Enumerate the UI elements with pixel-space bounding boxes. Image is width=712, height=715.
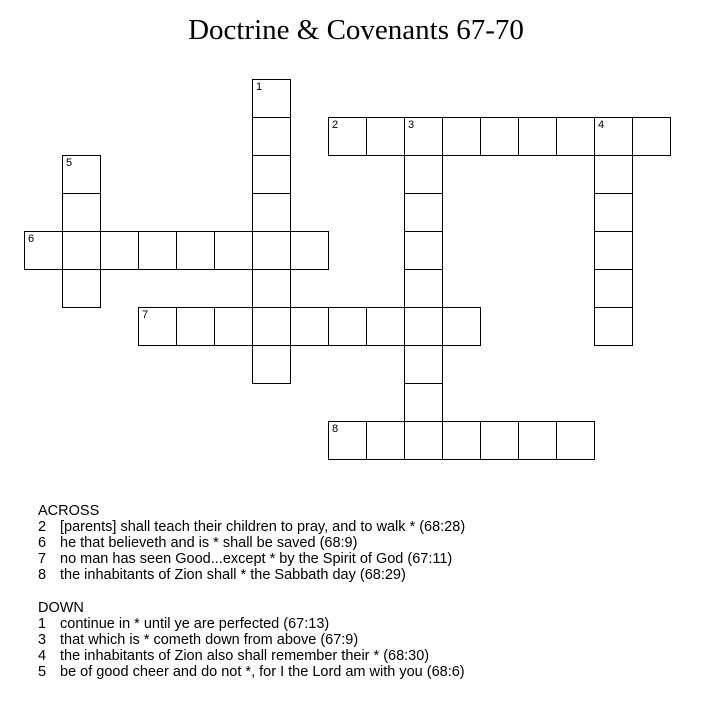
grid-cell[interactable] bbox=[404, 117, 443, 156]
down-clue-4: 4 the inhabitants of Zion also shall remember their * (68:30) bbox=[38, 648, 430, 664]
grid-cell[interactable] bbox=[442, 421, 481, 460]
grid-cell[interactable] bbox=[100, 231, 139, 270]
clue-number: 3 bbox=[408, 119, 415, 131]
grid-cell[interactable] bbox=[252, 307, 291, 346]
grid-cell[interactable] bbox=[252, 155, 291, 194]
grid-cell[interactable] bbox=[404, 421, 443, 460]
grid-cell[interactable] bbox=[404, 193, 443, 232]
down-heading: DOWN bbox=[38, 600, 84, 616]
grid-cell[interactable] bbox=[404, 345, 443, 384]
across-clue-7: 7 no man has seen Good...except * by the Spirit of God (67:11) bbox=[38, 551, 453, 567]
grid-cell[interactable] bbox=[480, 117, 519, 156]
grid-cell[interactable] bbox=[632, 117, 671, 156]
grid-cell[interactable] bbox=[252, 231, 291, 270]
grid-cell[interactable] bbox=[62, 231, 101, 270]
grid-cell[interactable] bbox=[556, 421, 595, 460]
down-clue-1: 1 continue in * until ye are perfected (67:13) bbox=[38, 616, 330, 632]
grid-cell[interactable] bbox=[594, 117, 633, 156]
clue-number: 7 bbox=[142, 309, 149, 321]
clue-number: 1 bbox=[256, 81, 263, 93]
grid-cell[interactable] bbox=[518, 421, 557, 460]
grid-cell[interactable] bbox=[442, 117, 481, 156]
page-title: Doctrine & Covenants 67-70 bbox=[188, 14, 524, 46]
grid-cell[interactable] bbox=[252, 117, 291, 156]
down-clue-5: 5 be of good cheer and do not *, for I the Lord am with you (68:6) bbox=[38, 664, 465, 680]
grid-cell[interactable] bbox=[442, 307, 481, 346]
grid-cell[interactable] bbox=[518, 117, 557, 156]
grid-cell[interactable] bbox=[138, 231, 177, 270]
grid-cell[interactable] bbox=[404, 155, 443, 194]
grid-cell[interactable] bbox=[62, 193, 101, 232]
grid-cell[interactable] bbox=[594, 307, 633, 346]
down-clues bbox=[38, 600, 465, 680]
grid-cell[interactable] bbox=[328, 421, 367, 460]
grid-cell[interactable] bbox=[176, 231, 215, 270]
grid-cell[interactable] bbox=[594, 155, 633, 194]
grid-cell[interactable] bbox=[214, 231, 253, 270]
clue-number: 5 bbox=[66, 157, 73, 169]
grid-cell[interactable] bbox=[252, 345, 291, 384]
grid-cell[interactable] bbox=[366, 421, 405, 460]
across-clue-6: 6 he that believeth and is * shall be saved (68:9) bbox=[38, 535, 358, 551]
grid-cell[interactable] bbox=[480, 421, 519, 460]
clue-number: 8 bbox=[332, 423, 339, 435]
grid-cell[interactable] bbox=[594, 231, 633, 270]
across-heading: ACROSS bbox=[38, 503, 100, 519]
grid-cell[interactable] bbox=[328, 117, 367, 156]
clue-number: 2 bbox=[332, 119, 339, 131]
grid-cell[interactable] bbox=[62, 155, 101, 194]
grid-cell[interactable] bbox=[290, 307, 329, 346]
down-clue-3: 3 that which is * cometh down from above (67:9) bbox=[38, 632, 359, 648]
grid-cell[interactable] bbox=[252, 269, 291, 308]
grid-cell[interactable] bbox=[214, 307, 253, 346]
grid-cell[interactable] bbox=[404, 307, 443, 346]
grid-cell[interactable] bbox=[594, 193, 633, 232]
across-clue-8: 8 the inhabitants of Zion shall * the Sabbath day (68:29) bbox=[38, 567, 406, 583]
grid-cell[interactable] bbox=[556, 117, 595, 156]
across-clues bbox=[38, 503, 465, 583]
grid-cell[interactable] bbox=[62, 269, 101, 308]
grid-cell[interactable] bbox=[366, 307, 405, 346]
grid-cell[interactable] bbox=[404, 383, 443, 422]
grid-cell[interactable] bbox=[594, 269, 633, 308]
clue-number: 6 bbox=[28, 233, 35, 245]
clue-number: 4 bbox=[598, 119, 605, 131]
grid-cell[interactable] bbox=[176, 307, 215, 346]
grid-cell[interactable] bbox=[328, 307, 367, 346]
grid-cell[interactable] bbox=[252, 193, 291, 232]
grid-cell[interactable] bbox=[404, 231, 443, 270]
grid-cell[interactable] bbox=[252, 79, 291, 118]
across-clue-2: 2 [parents] shall teach their children to pray, and to walk * (68:28) bbox=[38, 519, 466, 535]
grid-cell[interactable] bbox=[366, 117, 405, 156]
grid-cell[interactable] bbox=[290, 231, 329, 270]
grid-cell[interactable] bbox=[138, 307, 177, 346]
grid-cell[interactable] bbox=[404, 269, 443, 308]
grid-cell[interactable] bbox=[24, 231, 63, 270]
